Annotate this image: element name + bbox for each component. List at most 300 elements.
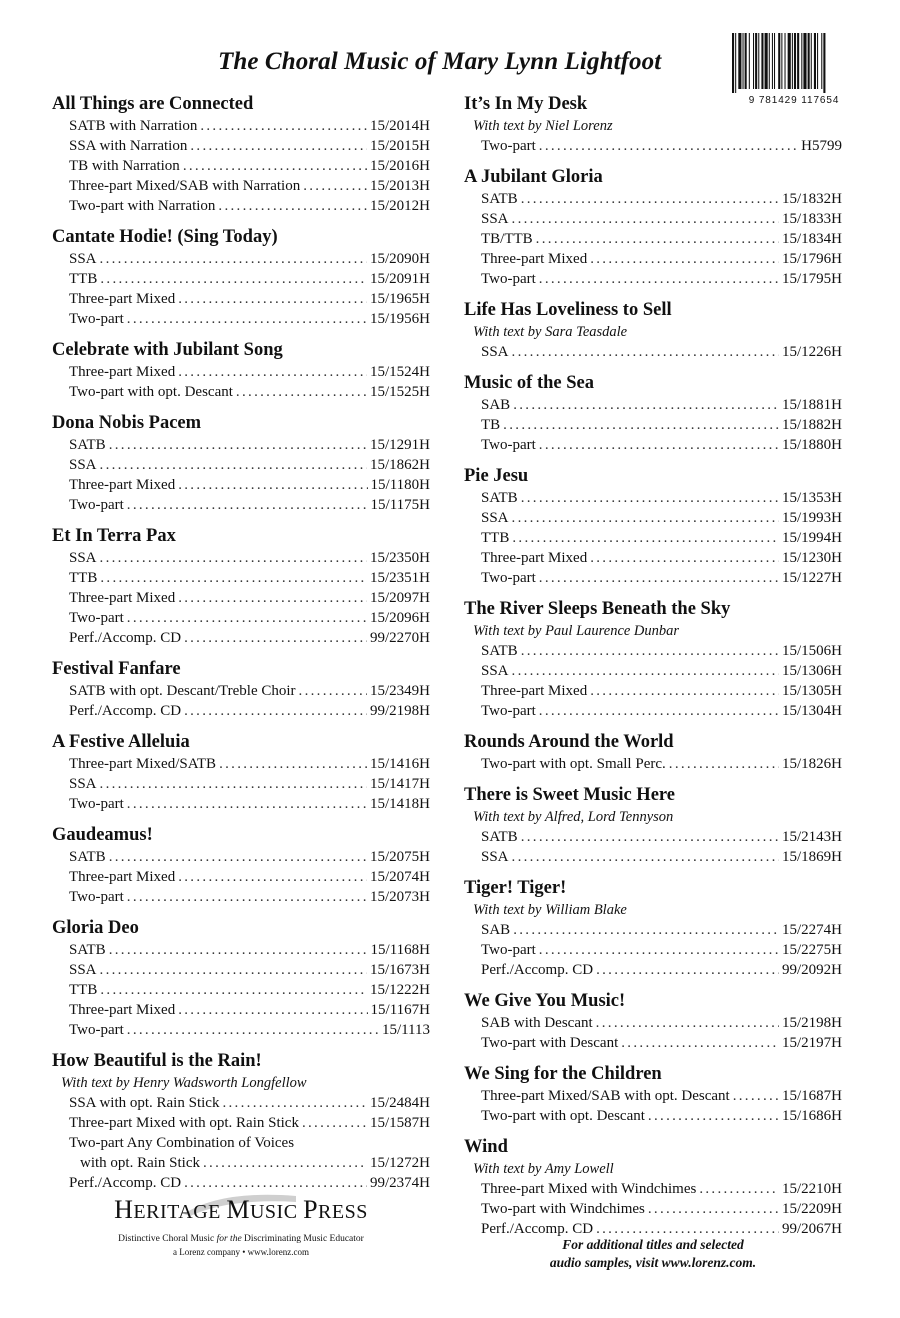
- catalog-row: [464, 701, 842, 721]
- barcode-bar: [738, 33, 741, 89]
- product-code: 15/1795H: [782, 271, 842, 287]
- product-code: 15/2210H: [782, 1181, 842, 1197]
- piece-title: A Jubilant Gloria: [464, 167, 603, 187]
- product-code: 15/1417H: [370, 776, 430, 792]
- product-code: 15/1993H: [782, 510, 842, 526]
- catalog-row: [52, 1093, 430, 1113]
- catalog-row: [464, 395, 842, 415]
- catalog-row: [52, 289, 430, 309]
- product-code: 15/1956H: [370, 311, 430, 327]
- barcode-bar: [774, 33, 775, 89]
- catalog-row: [52, 382, 430, 402]
- dot-leader: [218, 196, 367, 216]
- barcode-bar: [785, 33, 786, 89]
- dot-leader: [127, 608, 367, 628]
- dot-leader: [127, 1020, 379, 1040]
- voicing-label: Two-part: [481, 437, 536, 453]
- product-code: 15/1180H: [370, 477, 430, 493]
- product-code: 15/2275H: [782, 942, 842, 958]
- product-code: 15/1687H: [782, 1088, 842, 1104]
- catalog-piece: [464, 1135, 842, 1239]
- voicing-label: SSA with Narration: [69, 138, 188, 154]
- voicing-label: SSA with opt. Rain Stick: [69, 1095, 220, 1111]
- catalog-row: [464, 508, 842, 528]
- product-code: 15/2351H: [370, 570, 430, 586]
- voicing-label: SSA: [481, 211, 509, 227]
- product-code: 99/2270H: [370, 630, 430, 646]
- voicing-label: SAB with Descant: [481, 1015, 593, 1031]
- product-code: 99/2067H: [782, 1221, 842, 1237]
- piece-title: Et In Terra Pax: [52, 526, 176, 546]
- voicing-label: Two-part with Windchimes: [481, 1201, 645, 1217]
- publisher-website: a Lorenz company • www.lorenz.com: [172, 1247, 309, 1257]
- voicing-label: TB: [481, 417, 501, 433]
- dot-leader: [127, 794, 367, 814]
- left-column: [52, 92, 430, 1202]
- product-code: 15/2016H: [370, 158, 430, 174]
- product-code: 15/2090H: [370, 251, 430, 267]
- piece-text-credit: With text by Amy Lowell: [473, 1161, 614, 1177]
- voicing-label: Three-part Mixed: [481, 251, 588, 267]
- voicing-label: Two-part Any Combination of Voices: [69, 1135, 295, 1151]
- catalog-row: [464, 435, 842, 455]
- catalog-row: [464, 960, 842, 980]
- product-code: 15/1525H: [370, 384, 430, 400]
- product-code: 15/1272H: [370, 1155, 430, 1171]
- catalog-row: [464, 641, 842, 661]
- catalog-row: [52, 608, 430, 628]
- dot-leader: [109, 940, 368, 960]
- dot-leader: [100, 249, 367, 269]
- catalog-row: [52, 1153, 430, 1173]
- catalog-row: [52, 774, 430, 794]
- dot-leader: [648, 1106, 779, 1126]
- product-code: 15/1167H: [370, 1002, 430, 1018]
- catalog-row: [52, 116, 430, 136]
- catalog-row: [52, 435, 430, 455]
- barcode-bars: [730, 33, 860, 93]
- dot-leader: [539, 568, 779, 588]
- dot-leader: [219, 754, 367, 774]
- catalog-piece: [464, 165, 842, 289]
- dot-leader: [178, 475, 367, 495]
- voicing-label: Three-part Mixed/SAB with opt. Descant: [481, 1088, 730, 1104]
- piece-title: Life Has Loveliness to Sell: [464, 300, 672, 320]
- product-code: 15/1796H: [782, 251, 842, 267]
- barcode-bar: [803, 33, 806, 89]
- barcode-bar: [781, 33, 782, 89]
- voicing-label: Perf./Accomp. CD: [69, 630, 182, 646]
- barcode-bar: [732, 33, 734, 93]
- catalog-row: [52, 794, 430, 814]
- catalog-row: [52, 136, 430, 156]
- voicing-label: Three-part Mixed/SAB with Narration: [69, 178, 301, 194]
- barcode-bar: [743, 33, 744, 89]
- voicing-label: TB/TTB: [481, 231, 533, 247]
- footnote: [464, 1236, 842, 1272]
- product-code: 15/2197H: [782, 1035, 842, 1051]
- voicing-label: Two-part: [481, 703, 536, 719]
- voicing-label: SSA: [69, 550, 97, 566]
- barcode-digits: 9 781429 117654: [748, 95, 840, 106]
- product-code: 15/2274H: [782, 922, 842, 938]
- catalog-row: [464, 415, 842, 435]
- dot-leader: [100, 548, 367, 568]
- barcode-bar: [817, 33, 818, 89]
- voicing-label: Three-part Mixed: [69, 291, 176, 307]
- barcode-bar: [797, 33, 799, 89]
- catalog-piece: [52, 1049, 430, 1193]
- product-code: 15/2096H: [370, 610, 430, 626]
- catalog-row: [52, 176, 430, 196]
- product-code: 15/1833H: [782, 211, 842, 227]
- catalog-row: [52, 754, 430, 774]
- product-code: 15/2143H: [782, 829, 842, 845]
- voicing-label: Three-part Mixed: [69, 590, 176, 606]
- product-code: 15/1994H: [782, 530, 842, 546]
- voicing-label: Two-part: [69, 1022, 124, 1038]
- voicing-label: Three-part Mixed: [69, 1002, 176, 1018]
- voicing-label: SSA: [69, 776, 97, 792]
- page-title: The Choral Music of Mary Lynn Lightfoot: [218, 48, 662, 75]
- catalog-row: [464, 661, 842, 681]
- voicing-label: Two-part with opt. Descant: [69, 384, 233, 400]
- barcode-bar: [755, 33, 757, 89]
- voicing-label: SATB: [481, 490, 518, 506]
- voicing-label: Two-part: [481, 271, 536, 287]
- catalog-row: [464, 1199, 842, 1219]
- dot-leader: [100, 774, 367, 794]
- voicing-label: TTB: [69, 570, 98, 586]
- catalog-row: [52, 940, 430, 960]
- voicing-label: Perf./Accomp. CD: [481, 1221, 594, 1237]
- voicing-label: Three-part Mixed: [69, 477, 176, 493]
- dot-leader: [178, 588, 367, 608]
- dot-leader: [200, 116, 367, 136]
- product-code: 15/1832H: [782, 191, 842, 207]
- dot-leader: [513, 920, 779, 940]
- catalog-row: [52, 548, 430, 568]
- product-code: 15/2075H: [370, 849, 430, 865]
- dot-leader: [512, 342, 779, 362]
- publisher-name: HERITAGE MUSIC PRESS: [114, 1195, 368, 1224]
- catalog-row: [464, 342, 842, 362]
- catalog-row: [52, 628, 430, 648]
- product-code: 15/2074H: [370, 869, 430, 885]
- publisher-logo: [52, 1195, 430, 1258]
- voicing-label: SATB: [481, 829, 518, 845]
- catalog-row: [464, 189, 842, 209]
- dot-leader: [596, 1013, 779, 1033]
- dot-leader: [109, 847, 367, 867]
- catalog-row: [464, 1106, 842, 1126]
- dot-leader: [100, 980, 367, 1000]
- catalog-piece: [52, 823, 430, 907]
- catalog-row: [52, 362, 430, 382]
- dot-leader: [512, 508, 779, 528]
- product-code: 15/1305H: [782, 683, 842, 699]
- dot-leader: [303, 176, 367, 196]
- dot-leader: [183, 156, 367, 176]
- product-code: 15/1673H: [370, 962, 430, 978]
- dot-leader: [512, 209, 779, 229]
- catalog-row: [464, 940, 842, 960]
- voicing-label: SSA: [481, 663, 509, 679]
- product-code: 15/2198H: [782, 1015, 842, 1031]
- product-code: 15/2014H: [370, 118, 430, 134]
- dot-leader: [127, 495, 368, 515]
- catalog-piece: [52, 338, 430, 402]
- product-code: 15/1834H: [782, 231, 842, 247]
- catalog-piece: [52, 225, 430, 329]
- voicing-label: SATB with opt. Descant/Treble Choir: [69, 683, 296, 699]
- catalog-row: [52, 269, 430, 289]
- dot-leader: [521, 488, 779, 508]
- voicing-label: SSA: [481, 510, 509, 526]
- barcode-bar: [811, 33, 812, 89]
- voicing-label: Two-part: [69, 497, 124, 513]
- product-code: 15/1291H: [370, 437, 430, 453]
- piece-title: All Things are Connected: [52, 94, 254, 114]
- voicing-label: TTB: [69, 982, 98, 998]
- product-code: 15/1306H: [782, 663, 842, 679]
- dot-leader: [178, 362, 367, 382]
- dot-leader: [222, 1093, 367, 1113]
- dot-leader: [512, 661, 779, 681]
- barcode-bar: [814, 33, 816, 89]
- footnote-line-2: audio samples, visit www.lorenz.com.: [549, 1255, 757, 1270]
- piece-title: Wind: [464, 1137, 508, 1157]
- piece-text-credit: With text by Henry Wadsworth Longfellow: [61, 1075, 307, 1091]
- dot-leader: [302, 1113, 367, 1133]
- product-code: 99/2198H: [370, 703, 430, 719]
- piece-title: Gloria Deo: [52, 918, 139, 938]
- product-code: 15/1882H: [782, 417, 842, 433]
- catalog-piece: [464, 730, 842, 774]
- product-code: 15/1222H: [370, 982, 430, 998]
- dot-leader: [521, 641, 779, 661]
- voicing-label: SAB: [481, 397, 511, 413]
- product-code: 15/2013H: [370, 178, 430, 194]
- catalog-row: [52, 1020, 430, 1040]
- voicing-label: SATB: [481, 191, 518, 207]
- voicing-label: SSA: [69, 962, 97, 978]
- catalog-row: [464, 827, 842, 847]
- voicing-label: Two-part: [69, 889, 124, 905]
- catalog-row: [52, 196, 430, 216]
- catalog-row: [52, 455, 430, 475]
- catalog-row: [52, 960, 430, 980]
- barcode-bar: [823, 33, 825, 93]
- catalog-piece: [464, 876, 842, 980]
- catalog-row: [52, 568, 430, 588]
- catalog-piece: [464, 298, 842, 362]
- product-code: 15/2073H: [370, 889, 430, 905]
- catalog-row: [52, 980, 430, 1000]
- dot-leader: [648, 1199, 779, 1219]
- product-code: 15/1416H: [370, 756, 430, 772]
- voicing-label: SATB with Narration: [69, 118, 198, 134]
- product-code: 15/2349H: [370, 683, 430, 699]
- piece-title: It’s In My Desk: [464, 94, 588, 114]
- barcode-bar: [772, 33, 773, 89]
- catalog-row: [464, 229, 842, 249]
- product-code: 15/1506H: [782, 643, 842, 659]
- catalog-row: [464, 1179, 842, 1199]
- catalog-piece: [464, 783, 842, 867]
- voicing-label: Two-part with opt. Small Perc.: [481, 756, 666, 772]
- voicing-label: Two-part: [481, 138, 536, 154]
- product-code: 15/1353H: [782, 490, 842, 506]
- voicing-label: SATB: [69, 437, 106, 453]
- product-code: 15/2015H: [370, 138, 430, 154]
- barcode-bar: [769, 33, 770, 89]
- dot-leader: [184, 701, 367, 721]
- piece-text-credit: With text by Paul Laurence Dunbar: [473, 623, 680, 639]
- product-code: 15/2209H: [782, 1201, 842, 1217]
- piece-title: A Festive Alleluia: [52, 732, 190, 752]
- product-code: 15/1965H: [370, 291, 430, 307]
- catalog-row: [52, 475, 430, 495]
- dot-leader: [590, 249, 779, 269]
- voicing-label: TTB: [481, 530, 510, 546]
- barcode-bar: [758, 33, 759, 89]
- piece-text-credit: With text by Alfred, Lord Tennyson: [473, 809, 674, 825]
- piece-title: We Give You Music!: [464, 991, 626, 1011]
- product-code: 15/1524H: [370, 364, 430, 380]
- catalog-row: [464, 1013, 842, 1033]
- dot-leader: [539, 435, 779, 455]
- catalog-piece: [464, 989, 842, 1053]
- catalog-piece: [464, 597, 842, 721]
- voicing-label: SATB: [481, 643, 518, 659]
- voicing-label: Two-part: [69, 796, 124, 812]
- voicing-label: SAB: [481, 922, 511, 938]
- dot-leader: [203, 1153, 367, 1173]
- catalog-piece: [52, 916, 430, 1040]
- dot-leader: [539, 701, 779, 721]
- voicing-label: Three-part Mixed: [481, 550, 588, 566]
- product-code: 15/1226H: [782, 344, 842, 360]
- barcode-bar: [801, 33, 802, 89]
- piece-title: Gaudeamus!: [52, 825, 153, 845]
- product-code: H5799: [801, 138, 842, 154]
- dot-leader: [109, 435, 367, 455]
- voicing-label: Three-part Mixed with opt. Rain Stick: [69, 1115, 299, 1131]
- voicing-label: SSA: [481, 849, 509, 865]
- catalog-row: [464, 209, 842, 229]
- product-code: 15/1168H: [370, 942, 430, 958]
- dot-leader: [699, 1179, 779, 1199]
- product-code: 15/1418H: [370, 796, 430, 812]
- catalog-row: [464, 568, 842, 588]
- piece-text-credit: With text by William Blake: [473, 902, 627, 918]
- catalog-row: [52, 1113, 430, 1133]
- voicing-label: Perf./Accomp. CD: [69, 1175, 182, 1191]
- catalog-row: [464, 528, 842, 548]
- voicing-label: Perf./Accomp. CD: [481, 962, 594, 978]
- catalog-piece: [464, 371, 842, 455]
- product-code: 15/2091H: [370, 271, 430, 287]
- dot-leader: [539, 940, 779, 960]
- voicing-label: Two-part: [69, 610, 124, 626]
- catalog-row: [464, 548, 842, 568]
- dot-leader: [100, 455, 367, 475]
- voicing-label: SSA: [69, 457, 97, 473]
- catalog-piece: [464, 464, 842, 588]
- catalog-piece: [52, 411, 430, 515]
- catalog-row: [52, 309, 430, 329]
- product-code: 15/1587H: [370, 1115, 430, 1131]
- voicing-label: Two-part: [69, 311, 124, 327]
- barcode-bar: [821, 33, 822, 89]
- piece-title: Dona Nobis Pacem: [52, 413, 202, 433]
- voicing-label: Two-part with opt. Descant: [481, 1108, 645, 1124]
- product-code: 15/1230H: [782, 550, 842, 566]
- catalog-row: [464, 488, 842, 508]
- barcode-bar: [788, 33, 791, 89]
- piece-title: Pie Jesu: [464, 466, 529, 486]
- catalog-row: [52, 867, 430, 887]
- voicing-label: TTB: [69, 271, 98, 287]
- dot-leader: [512, 528, 779, 548]
- product-code: 15/1826H: [782, 756, 842, 772]
- catalog-piece: [52, 524, 430, 648]
- product-code: 15/1175H: [370, 497, 430, 513]
- piece-title: Tiger! Tiger!: [464, 878, 567, 898]
- product-code: 99/2092H: [782, 962, 842, 978]
- catalog-row: [52, 847, 430, 867]
- dot-leader: [539, 136, 798, 156]
- catalog-row: [464, 1086, 842, 1106]
- barcode-bar: [792, 33, 793, 89]
- catalog-row: [464, 1033, 842, 1053]
- piece-title: There is Sweet Music Here: [464, 785, 675, 805]
- catalog-row: [464, 754, 842, 774]
- voicing-label: Three-part Mixed/SATB: [69, 756, 217, 772]
- product-code: 15/1881H: [782, 397, 842, 413]
- piece-text-credit: With text by Niel Lorenz: [473, 118, 613, 134]
- voicing-label: Three-part Mixed: [69, 364, 176, 380]
- dot-leader: [299, 681, 367, 701]
- product-code: 15/2484H: [370, 1095, 430, 1111]
- barcode-bar: [749, 33, 750, 89]
- barcode-bar: [735, 33, 736, 93]
- catalog-row: [52, 495, 430, 515]
- piece-text-credit: With text by Sara Teasdale: [473, 324, 628, 340]
- barcode-bar: [761, 33, 763, 89]
- piece-title: Music of the Sea: [464, 373, 594, 393]
- barcode-bar: [753, 33, 754, 89]
- catalog-row: [52, 1000, 430, 1020]
- product-code: 99/2374H: [370, 1175, 430, 1191]
- voicing-label: Two-part with Narration: [69, 198, 216, 214]
- catalog-row: [52, 156, 430, 176]
- dot-leader: [190, 136, 367, 156]
- dot-leader: [590, 681, 779, 701]
- piece-title: Celebrate with Jubilant Song: [52, 340, 283, 360]
- dot-leader: [178, 289, 367, 309]
- product-code: 15/1880H: [782, 437, 842, 453]
- dot-leader: [590, 548, 779, 568]
- piece-title: Festival Fanfare: [52, 659, 181, 679]
- voicing-label: SATB: [69, 942, 106, 958]
- voicing-label: SSA: [69, 251, 97, 267]
- piece-title: Cantate Hodie! (Sing Today): [52, 227, 278, 247]
- dot-leader: [503, 415, 779, 435]
- voicing-label: Three-part Mixed with Windchimes: [481, 1181, 697, 1197]
- catalog-row: [52, 249, 430, 269]
